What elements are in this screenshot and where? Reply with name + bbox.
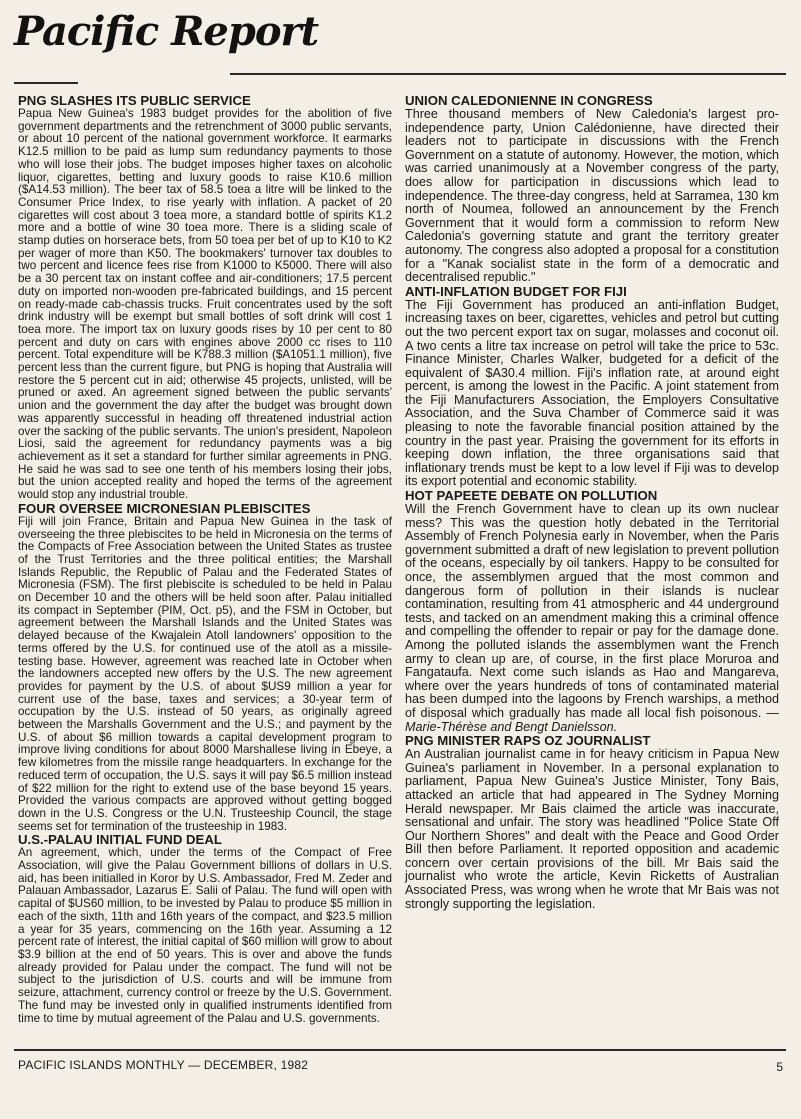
article-micronesian-plebiscites: Fiji will join France, Britain and Papua New Guinea in the task of overseeing the three plebiscites to be held in Micronesia on the terms of the Compacts of Free Association between the United States as trustee of the Trust Territories and the three political entities; the Marshall Islands Republic, the Republic of Palau and the Federated States of Micronesia (FSM). The first plebiscite is scheduled to be held in Palau on December 10 and the others will be held soon after. Palau initialled its compact in September (PIM, Oct. p5), and the FSM in October, but agreement between the Marshall Islands and the United States was delayed because of the Kwajalein Atoll landowners' opposition to the terms offered by the U.S. for continued use of the atoll as a missile-testing base. However, agreement was reached late in October when the landowners accepted new offers by the U.S. The new agreement provides for payment by the U.S. of about $US9 million a year for current use of the base, taxes and services; a 30-year term of occupation by the U.S. instead of 50 years, as originally agreed between the Marshalls Government and the U.S.; and payment by the U.S. of about $6 million towards a capital development program to improve living conditions for about 8000 Marshallese living in Ebeye, a few kilometres from the missile range headquarters. In exchange for the reduced term of occupation, the U.S. says it will pay $6.5 million instead of $22 million for the right to extend use of the base beyond 15 years. Provided the various compacts are approved without getting bogged down in the U.S. Congress or the U.N. Trusteeship Council, the stage seems set for termination of the trusteeship in 1983. [18, 514, 392, 833]
article-png-minister: An Australian journalist came in for heavy criticism in Papua New Guinea's parliament in November. In a personal explanation to parliament, Papua New Guinea's Justice Minister, Tony Bais, attacked an article that had appeared in The Sydney Morning Herald newspaper. Mr Bais claimed the article was inaccurate, sensational and unfair. The story was headlined "Police State Off Our Northern Shores" and dealt with the Peace and Good Order Bill then before Parliament. It reported opposition and academic concern over certain provisions of the bill. Mr Bais said the journalist who wrote the article, Kevin Ricketts of Australian Associated Press, was wrong when he wrote that Mr Bais was not strongly supporting the legislation. [405, 747, 779, 911]
left-column [18, 94, 392, 1025]
article-papeete-pollution [405, 503, 779, 734]
headline-png-minister: PNG MINISTER RAPS OZ JOURNALIST [405, 733, 651, 749]
page-number: 5 [776, 1060, 783, 1074]
masthead-title: Pacific Report [14, 8, 319, 55]
headline-union-caledonienne: UNION CALEDONIENNE IN CONGRESS [405, 93, 653, 108]
headline-papeete-pollution: HOT PAPEETE DEBATE ON POLLUTION [405, 488, 658, 504]
headline-png-public-service: PNG SLASHES ITS PUBLIC SERVICE [18, 93, 251, 108]
masthead-rule-left [14, 82, 78, 84]
right-column [405, 94, 779, 911]
masthead-rule [230, 73, 786, 75]
footer-rule [14, 1049, 786, 1051]
footer-publication: PACIFIC ISLANDS MONTHLY — DECEMBER, 1982 [18, 1058, 309, 1072]
article-union-caledonienne: Three thousand members of New Caledonia's largest pro-independence party, Union Calédonienne, have directed their leaders not to participate in discussions with the French Government on a statute of autonomy. However, the motion, which was carried unanimously at a November congress of the party, does allow for participation in discussions which lead to independence. The three-day congress, held at Sarramea, 130 km north of Noumea, followed an announcement by the French Government that it would form a commission to reform New Caledonia's governing statute and grant the territory greater autonomy. The congress also adopted a proposal for a constitution for a "Kanak socialist state in the form of a democratic and decentralised republic." [405, 107, 779, 285]
headline-palau-fund-deal: U.S.-PALAU INITIAL FUND DEAL [18, 832, 222, 848]
article-fiji-budget: The Fiji Government has produced an anti-inflation Budget, increasing taxes on beer, cigarettes, vehicles and petrol but cutting out the two percent export tax on sugar, molasses and coconut oil. A two cents a litre tax increase on petrol will take the price to 53c. Finance Minister, Charles Walker, budgeted for a deficit of the equivalent of $A30.4 million. Fiji's inflation rate, at around eight percent, is among the lowest in the Pacific. A joint statement from the Fiji Manufacturers Association, the Employers Consultative Association, and the Suva Chamber of Commerce said it was pleasing to note the favorable financial position attained by the country in the past year. Praising the government for its efforts in keeping down inflation, the three organisations said that inflationary trends must be kept to a low level if Fiji was to develop its export potential and economic stability. [405, 297, 779, 489]
headline-micronesian-plebiscites: FOUR OVERSEE MICRONESIAN PLEBISCITES [18, 500, 311, 516]
headline-fiji-budget: ANTI-INFLATION BUDGET FOR FIJI [405, 283, 627, 299]
article-byline: Marie-Thérèse and Bengt Danielsson. [405, 719, 618, 734]
article-png-public-service: Papua New Guinea's 1983 budget provides for the abolition of five government departments and the retrenchment of 3000 public servants, or about 10 percent of the national government workforce. It earmarks K12.5 million to be paid as lump sum redundancy payments to those who will lose their jobs. The budget imposes higher taxes on alcoholic liquor, cigarettes, betting and luxury goods to raise K10.6 million ($A14.53 million). The beer tax of 58.5 toea a litre will be linked to the Consumer Price Index, to rise yearly with inflation. A packet of 20 cigarettes will cost about 3 toea more, a standard bottle of spirits K1.2 more and a bottle of wine 30 toea more. There is a sliding scale of stamp duties on horserace bets, from 50 toea per bet of up to K10 to K2 per wager of more than K50. The bookmakers' turnover tax doubles to two percent and licence fees rise from K1000 to K5000. There will also be a 30 percent tax on instant coffee and air-conditioners; 17.5 percent duty on imported non-wooden pre-fabricated buildings, and 15 percent on ready-made cab-chassis trucks. Fruit concentrates used by the soft drink industry will be exempt but small bottles of soft drink will cost 1 toea more. The import tax on luxury goods rises by 10 per cent to 80 percent and duty on cars with engines above 2000 cc rises to 110 percent. Total expenditure will be K788.3 million ($A1051.1 million), five percent less than the current figure, but PNG is hoping that Australia will restore the 5 percent cut in aid; otherwise 45 projects, unlisted, will be pruned or axed. An agreement signed between the public servants' union and the government the day after the budget was brought down was apparently successful in heading off threatened industrial action over the sacking of the public servants. The union's president, Napoleon Liosi, said the agreement for redundancy payments was a big achievement as it set a standard for further similar agreements in PNG. He said he was sad to see one tenth of his members losing their jobs, but the union accepted reality and hoped the terms of the agreement would stop any industrial trouble. [18, 107, 392, 502]
article-papeete-pollution-text: Will the French Government have to clean up its own nuclear mess? This was the question hotly debated in the Territorial Assembly of French Polynesia early in November, when the Paris government submitted a draft of new legislation to prevent pollution of the oceans, especially by oil tankers. Happy to be consulted for once, the assemblymen argued that the most common and dangerous form of pollution in their islands is nuclear contamination, resulting from 41 atmospheric and 44 underground tests, and tacked on an amendment making this a criminal offence and compelling the offender to repair or pay for the damage done. Among the polluted islands the assemblymen want the French army to clean up are, of course, in the first place Moruroa and Fangataufa. Next come such islands as Hao and Mangareva, where over the years hundreds of tons of contaminated material has been dumped into the lagoons by French warships, a method of disposal which gradually has made all local fish poisonous. — [405, 502, 779, 720]
article-palau-fund-deal: An agreement, which, under the terms of the Compact of Free Association, will give the Palau Government billions of dollars in U.S. aid, has been initialled in Koror by U.S. Ambassador, Fred M. Zeder and Palauan Ambassador, Lazarus E. Salii of Palau. The fund will open with capital of $US60 million, to be invested by Palau to produce $5 million in each of the sixth, 11th and 16th years of the compact, and $23.5 million a year for 35 years, commencing on the 16th year. Assuming a 12 percent rate of interest, the initial capital of $60 million will grow to about $3.9 billion at the end of 50 years. This is over and above the funds already provided for Palau under the compact. The fund will not be subject to the jurisdiction of U.S. courts and will be immune from seizure, attachment, currency control or freeze by the U.S. Government. The fund may be invested only in qualified instruments identified from time to time by mutual agreement of the Palau and U.S. governments. [18, 846, 392, 1025]
